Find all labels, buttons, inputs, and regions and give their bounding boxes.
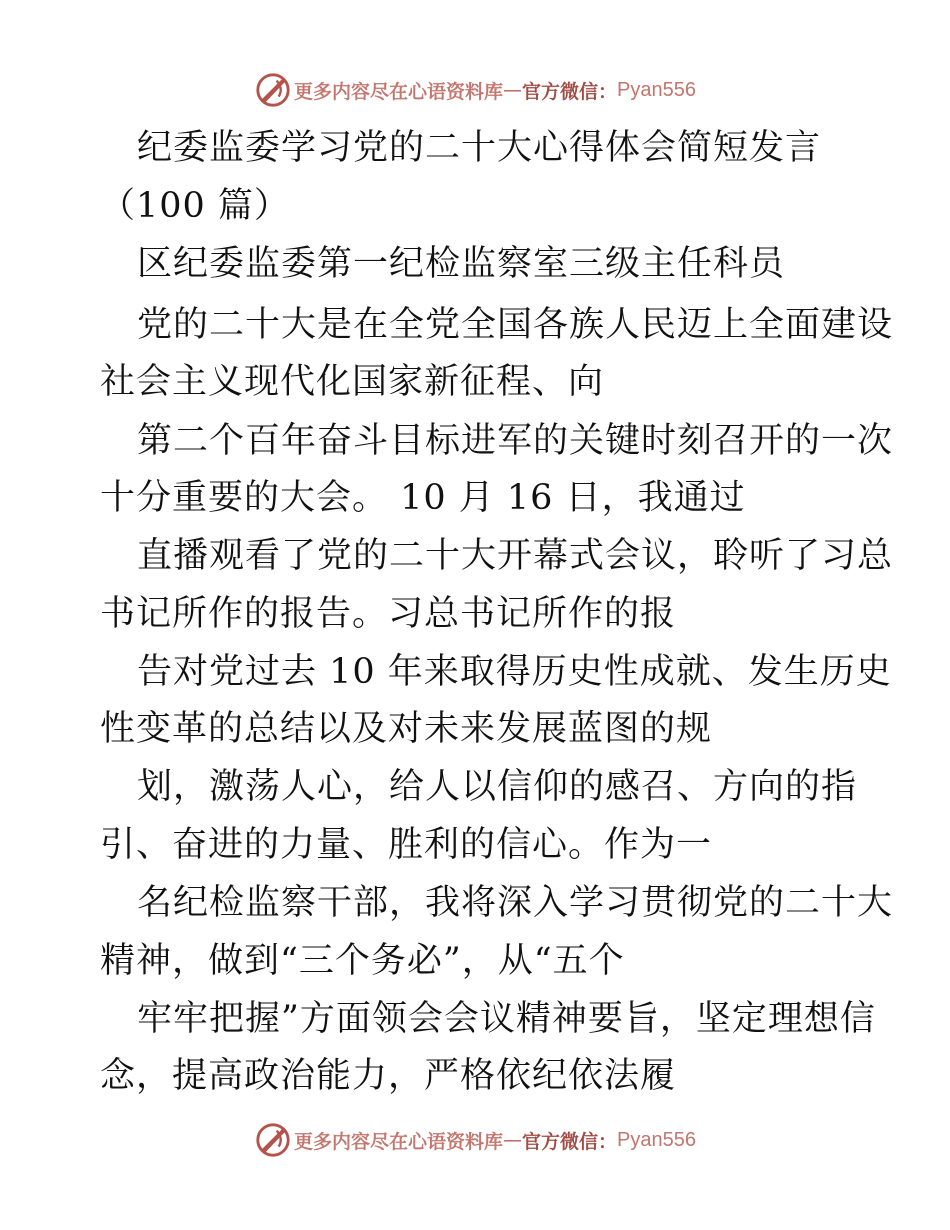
banner-separator: — xyxy=(503,1129,523,1151)
paragraph-line: 社会主义现代化国家新征程、向 xyxy=(100,362,605,402)
footer-banner xyxy=(0,1120,950,1160)
banner-wechat-id: Pyan556 xyxy=(617,78,696,101)
paragraph-line: 党的二十大是在全党全国各族人民迈上全面建设 xyxy=(137,305,894,345)
paragraph-line: 告对党过去 10 年来取得历史性成就、发生历史 xyxy=(137,652,892,692)
pen-nib-icon xyxy=(254,71,292,109)
paragraph-line: 书记所作的报告。习总书记所作的报 xyxy=(100,594,677,634)
pen-nib-icon xyxy=(254,1121,292,1159)
paragraph-line: 第二个百年奋斗目标进军的关键时刻召开的一次 xyxy=(137,421,894,461)
header-banner xyxy=(0,70,950,110)
document-title-count: （100 篇） xyxy=(100,186,290,226)
paragraph-line: 性变革的总结以及对未来发展蓝图的规 xyxy=(100,709,713,749)
banner-wechat-id: Pyan556 xyxy=(617,1128,696,1151)
paragraph-line: 牢牢把握”方面领会会议精神要旨，坚定理想信 xyxy=(137,999,876,1039)
paragraph-line: 划，激荡人心，给人以信仰的感召、方向的指 xyxy=(137,767,858,807)
paragraph-line: 十分重要的大会。 10 月 16 日，我通过 xyxy=(100,478,746,518)
banner-separator: — xyxy=(503,79,523,101)
paragraph-line: 引、奋进的力量、胜利的信心。作为一 xyxy=(100,825,713,865)
paragraph-line: 直播观看了党的二十大开幕式会议，聆听了习总 xyxy=(137,536,894,576)
author-line: 区纪委监委第一纪检监察室三级主任科员 xyxy=(137,244,786,284)
banner-wechat-label: 官方微信： xyxy=(522,80,618,103)
banner-brand: 更多内容尽在心语资料库 xyxy=(294,80,504,103)
paragraph-line: 精神，做到“三个务必”，从“五个 xyxy=(100,941,625,981)
paragraph-line: 名纪检监察干部，我将深入学习贯彻党的二十大 xyxy=(137,883,894,923)
banner-wechat-label: 官方微信： xyxy=(522,1130,618,1153)
paragraph-line: 念，提高政治能力，严格依纪依法履 xyxy=(100,1056,677,1096)
banner-brand: 更多内容尽在心语资料库 xyxy=(294,1130,504,1153)
document-title: 纪委监委学习党的二十大心得体会简短发言 xyxy=(137,128,822,168)
